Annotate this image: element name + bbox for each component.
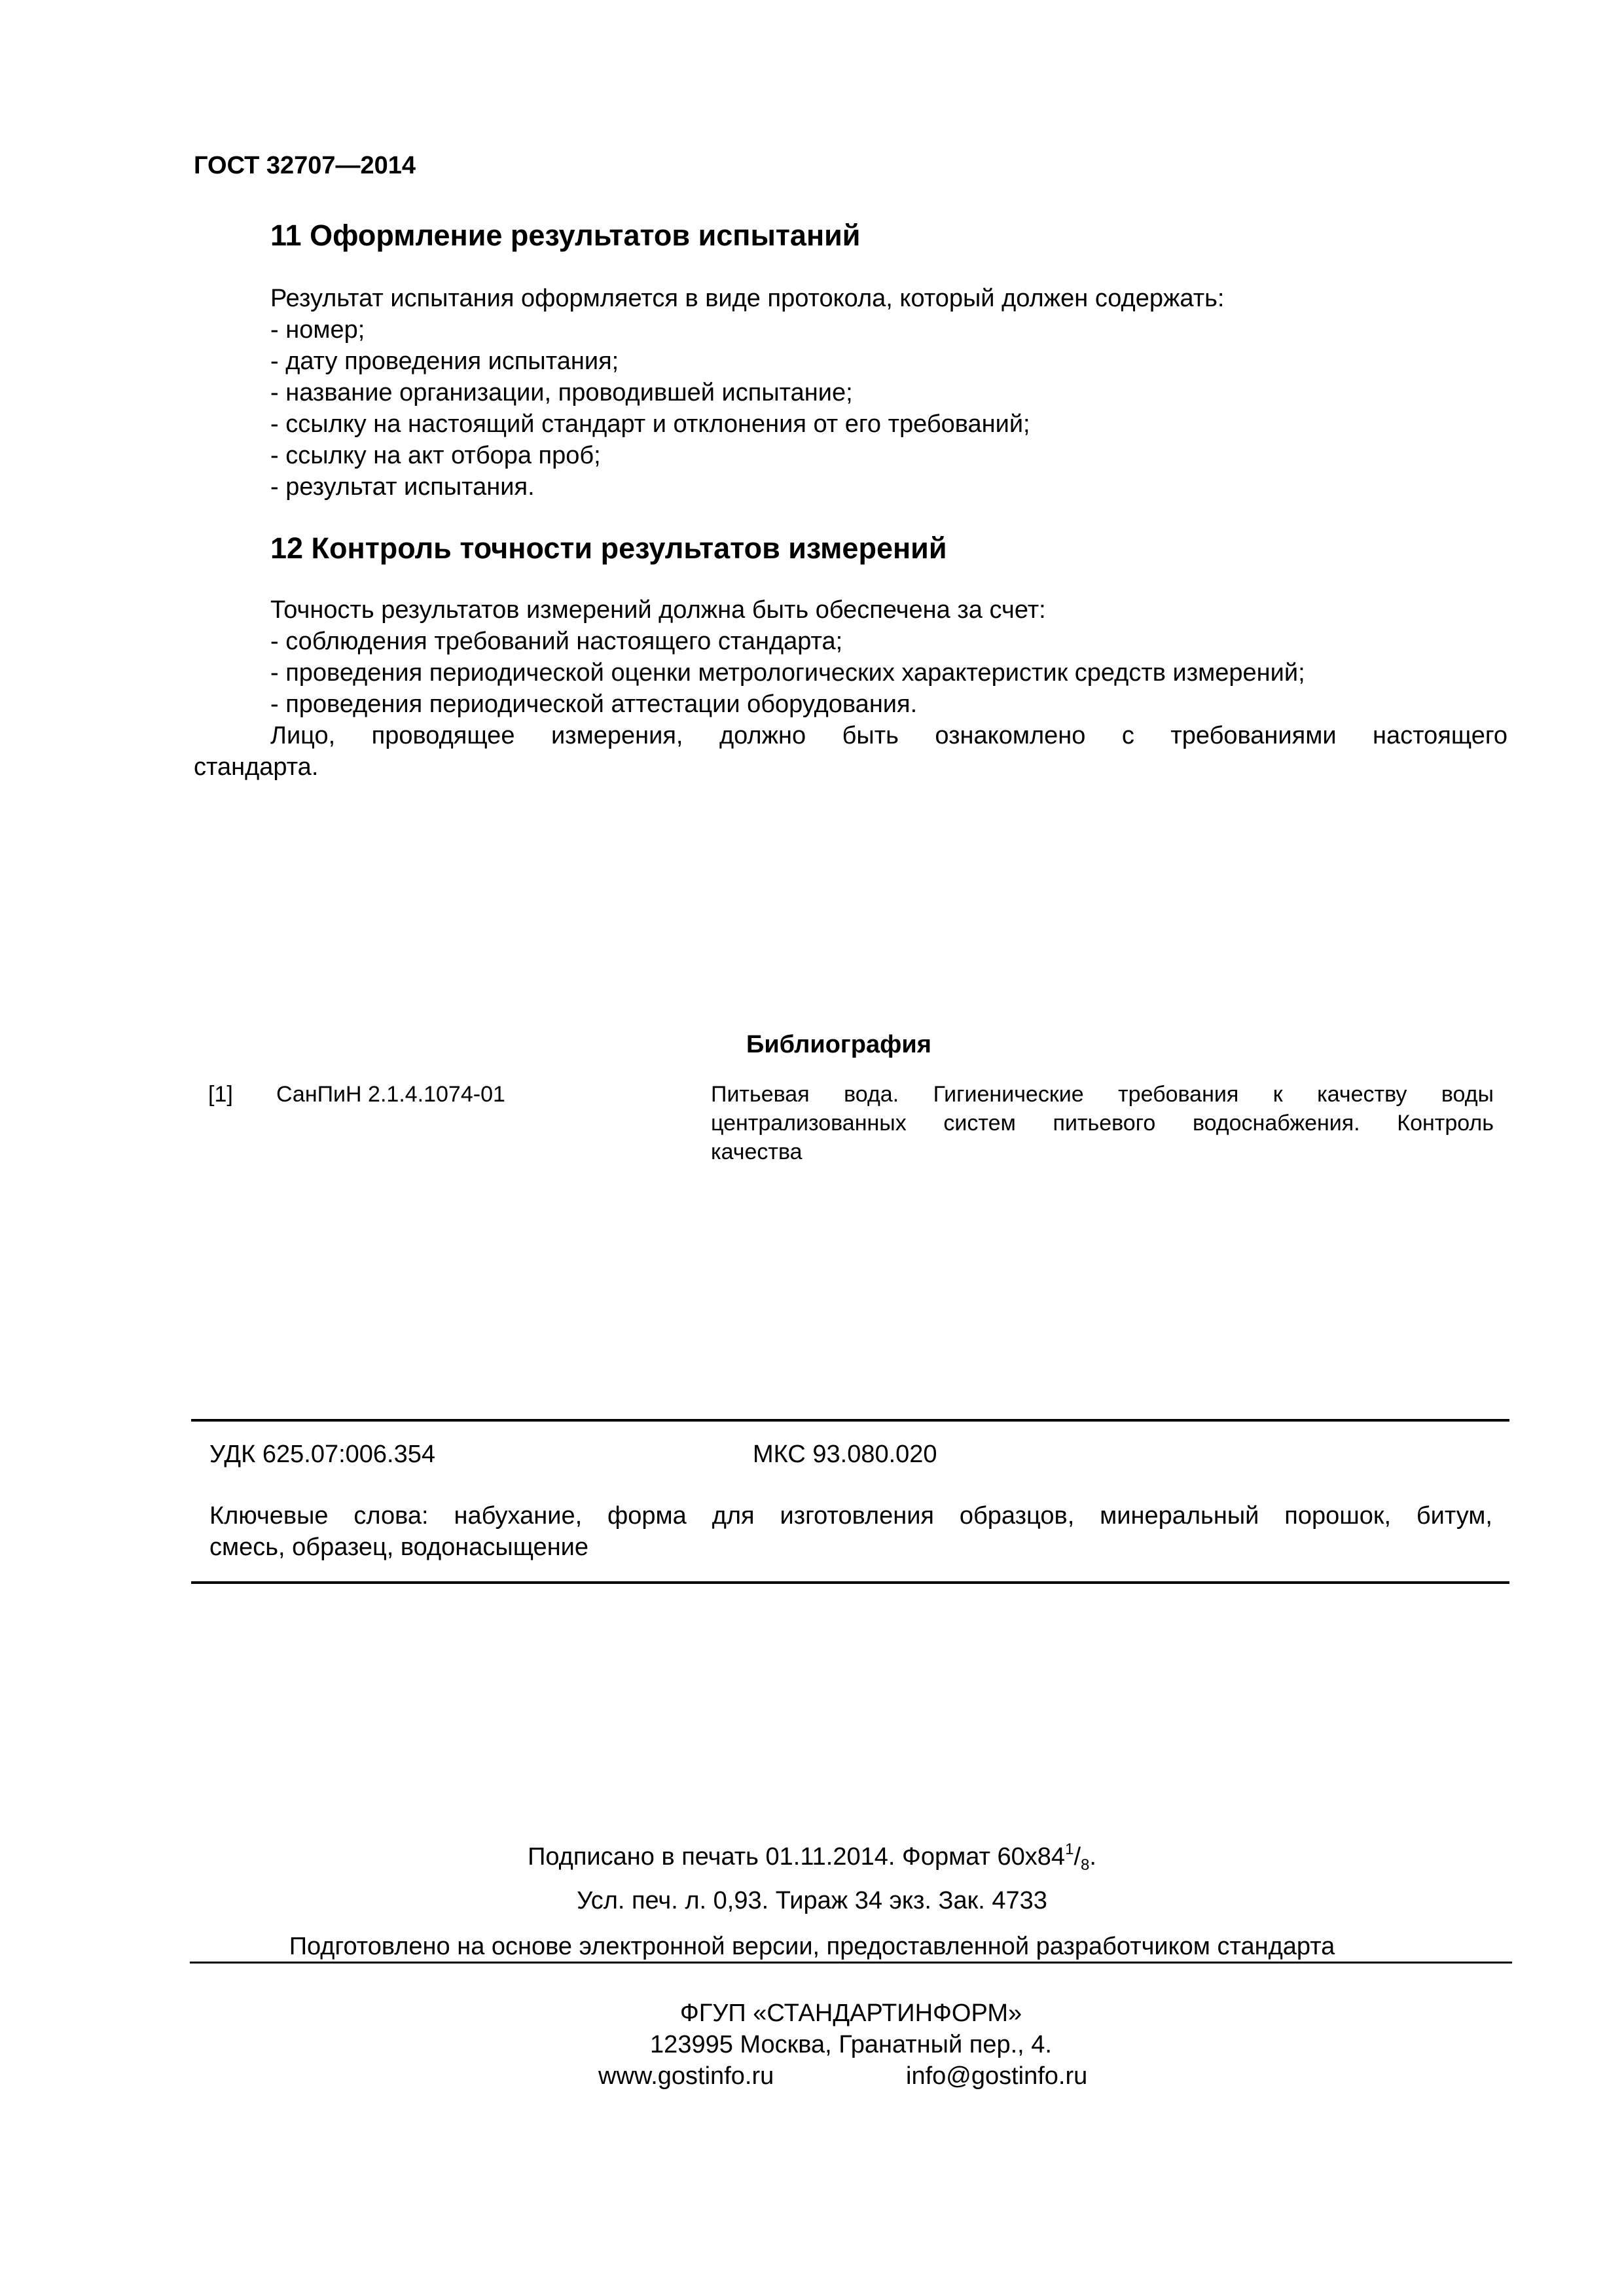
section-12-list (270, 626, 1305, 720)
list-item: - название организации, проводившей испытание; (270, 379, 853, 406)
list-item: - ссылку на акт отбора проб; (270, 442, 601, 469)
list-item: - соблюдения требований настоящего стандарта; (270, 628, 843, 655)
standard-code: ГОСТ 32707—2014 (194, 152, 416, 179)
list-item: - результат испытания. (270, 473, 535, 501)
section-12-title: 12 Контроль точности результатов измерений (270, 531, 947, 565)
bibliography-entry-number: [1] (208, 1082, 233, 1107)
list-item: - ссылку на настоящий стандарт и отклонения от его требований; (270, 410, 1030, 438)
udk-code: УДК 625.07:006.354 (209, 1441, 436, 1468)
print-info: Усл. печ. л. 0,93. Тираж 34 экз. Зак. 4733 (577, 1887, 1047, 1914)
bibliography-entry-description: качества (711, 1139, 803, 1164)
section-11-title: 11 Оформление результатов испытаний (270, 219, 861, 252)
publisher-name: ФГУП «СТАНДАРТИНФОРМ» (679, 2000, 1022, 2027)
list-item: - проведения периодической оценки метрологических характеристик средств измерений; (270, 659, 1305, 687)
list-item: - проведения периодической аттестации оборудования. (270, 691, 918, 718)
section-11-intro: Результат испытания оформляется в виде протокола, который должен содержать: (270, 285, 1225, 312)
imprint-divider (190, 1962, 1512, 1964)
list-item: - номер; (270, 316, 365, 344)
list-item: - дату проведения испытания; (270, 348, 619, 375)
publisher-address: 123995 Москва, Гранатный пер., 4. (650, 2031, 1052, 2058)
prepared-note: Подготовлено на основе электронной версии, предоставленной разработчиком стандарта (289, 1933, 1335, 1960)
section-12-closing-line1: Лицо, проводящее измерения, должно быть ознакомлено с требованиями настоящего (270, 722, 1507, 749)
website-link[interactable]: www.gostinfo.ru (598, 2062, 774, 2090)
keywords-line2: смесь, образец, водонасыщение (209, 1534, 589, 1561)
mks-code: МКС 93.080.020 (753, 1441, 937, 1468)
bibliography-entry-description: Питьевая вода. Гигиенические требования к качеству воды (711, 1082, 1494, 1107)
keywords-line1: Ключевые слова: набухание, форма для изготовления образцов, минеральный порошок, битум, (209, 1502, 1492, 1530)
bottom-divider (191, 1581, 1509, 1584)
signed-for-print: Подписано в печать 01.11.2014. Формат $60х84^1/_8$. (528, 1840, 1096, 1874)
bibliography-title: Библиография (746, 1031, 931, 1058)
top-divider (191, 1419, 1509, 1422)
section-12-closing-line2: стандарта. (194, 753, 319, 781)
bibliography-entry-code: СанПиН 2.1.4.1074-01 (276, 1082, 505, 1107)
email-link[interactable]: info@gostinfo.ru (906, 2062, 1088, 2090)
bibliography-entry-description: централизованных систем питьевого водоснабжения. Контроль (711, 1111, 1494, 1136)
section-11-list (270, 314, 1030, 503)
section-12-intro: Точность результатов измерений должна быть обеспечена за счет: (270, 596, 1046, 624)
